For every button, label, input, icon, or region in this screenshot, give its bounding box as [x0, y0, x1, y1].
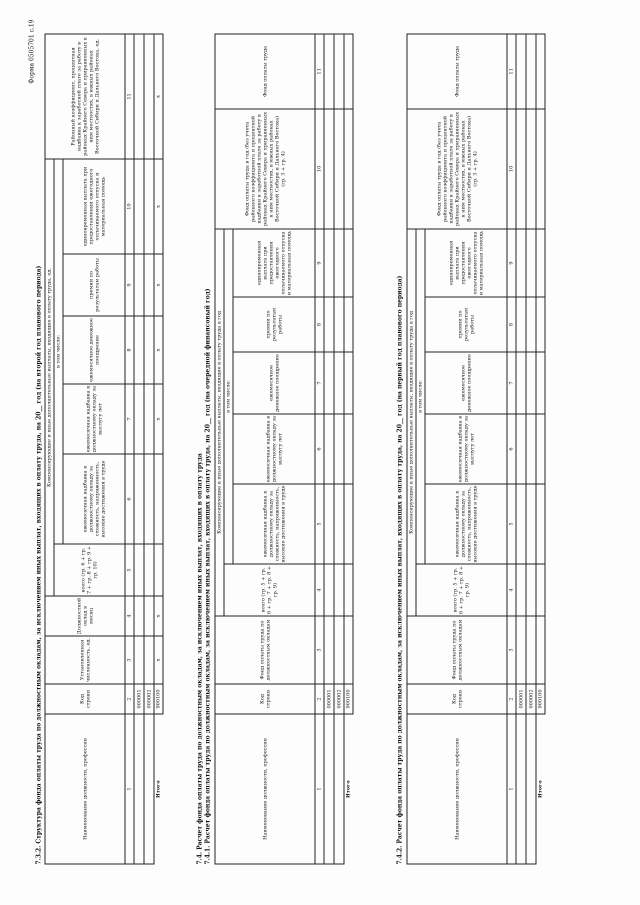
col-header-c6: ежемесячная надбавка к должностному окладу за сложность, напряженность, высокие достижения в труде — [63, 454, 125, 544]
cell[interactable] — [154, 454, 163, 544]
col-header-c10: Фонд оплаты труда в год (без учета районного коэффициента и процентной надбавки к заработной плате за работу в районах Крайнего Севера и приравненных к ним местностях, в южных районах Восточной Сибири и Дальнего Востока) (гр. 3 + гр. 4) — [215, 109, 315, 229]
col-header-incl: в том числе: — [416, 229, 425, 564]
col-header-c7: ежемесячная надбавка к должностному окладу за выслугу лет — [63, 384, 125, 454]
cell[interactable] — [144, 544, 154, 596]
cell[interactable] — [324, 109, 334, 229]
cell[interactable] — [526, 414, 536, 484]
cell[interactable] — [344, 484, 353, 564]
col-num: 10 — [315, 109, 324, 229]
rotated-sheet — [1, 0, 640, 905]
col-header-c5: ежемесячная надбавка к должностному окладу за сложность, напряженность, высокие достижения в труде — [233, 484, 315, 564]
cell[interactable] — [134, 384, 144, 454]
cell[interactable] — [134, 636, 144, 684]
table-7-3-2 — [45, 33, 164, 864]
col-num: 4 — [507, 564, 516, 616]
cell-name[interactable] — [526, 714, 536, 864]
cell[interactable] — [324, 564, 334, 616]
cell[interactable] — [536, 34, 545, 109]
col-num: 11 — [507, 34, 516, 109]
row-code: 000002 — [144, 684, 154, 714]
col-header-code: Код строки — [215, 684, 315, 714]
col-header-c6: ежемесячная надбавка к должностному окладу за выслугу лет — [233, 414, 315, 484]
col-header-incl: в том числе: — [54, 159, 63, 544]
col-num: 8 — [125, 316, 134, 384]
col-num: 5 — [315, 484, 324, 564]
row-code: 000001 — [516, 684, 526, 714]
cell[interactable] — [144, 636, 154, 684]
cell[interactable] — [324, 297, 334, 352]
cell[interactable] — [334, 297, 344, 352]
col-num: 5 — [125, 544, 134, 596]
itogo-row — [344, 34, 353, 864]
cell[interactable] — [526, 297, 536, 352]
cell[interactable] — [154, 544, 163, 596]
col-header-c10: Фонд оплаты труда в год (без учета районного коэффициента и процентной надбавки к заработной плате за работу в районах Крайнего Севера и приравненных к ним местностях, в южных районах Восточной Сибири и Дальнего Востока) (гр. 3 + гр. 4) — [407, 109, 507, 229]
col-num: 3 — [125, 636, 134, 684]
itogo-label: Итого — [345, 780, 352, 799]
col-num: 7 — [315, 352, 324, 414]
col-header-c8: ежемесячное денежное поощрение — [63, 316, 125, 384]
col-header-c7: ежемесячное денежное поощрение — [233, 352, 315, 414]
col-header-salary: Должностной оклад в месяц — [45, 596, 125, 636]
cell-name[interactable] — [516, 714, 526, 864]
cell[interactable] — [134, 34, 144, 159]
cell-name[interactable] — [144, 714, 154, 864]
cell[interactable] — [334, 34, 344, 109]
col-num: 7 — [507, 352, 516, 414]
cell[interactable] — [334, 484, 344, 564]
row-code: 000001 — [134, 684, 144, 714]
col-header-total: всего (гр. 6 + гр. 7 + гр. 8 + гр. 9 + гр. 10) — [54, 544, 125, 596]
table-row — [334, 34, 344, 864]
cell[interactable] — [344, 229, 353, 297]
col-header-group: Компенсирующие и иные дополнительные выплаты, входящие в оплату труда, ед. — [45, 159, 54, 596]
col-header-staff: Установленная численность, ед. — [45, 636, 125, 684]
cell[interactable] — [144, 159, 154, 254]
cell[interactable] — [334, 414, 344, 484]
col-num: 11 — [315, 34, 324, 109]
cell[interactable] — [536, 352, 545, 414]
cell[interactable] — [536, 564, 545, 616]
itogo-code: 900100 — [536, 684, 545, 714]
cell[interactable] — [516, 616, 526, 684]
col-header-c9: единовременная выплата при предоставлении ежегодного оплачиваемого отпуска и материальная помощь — [425, 229, 507, 297]
itogo-row — [154, 34, 163, 864]
col-header-name: Наименование должности, профессии — [45, 714, 125, 864]
cell-name[interactable] — [334, 714, 344, 864]
table-row — [144, 34, 154, 864]
section-7-3-2-title: 7.3.2. Структура фонда оплаты труда по должностным окладам, за исключением иных выплат, входящих в оплату труда, на 20__ год (на второй год планового периода) — [35, 265, 43, 865]
cell[interactable] — [334, 352, 344, 414]
col-num: 1 — [125, 714, 134, 864]
col-header-c5: ежемесячная надбавка к должностному окладу за сложность, напряженность, высокие достижения в труде — [425, 484, 507, 564]
cell[interactable] — [324, 414, 334, 484]
col-header-group: Компенсирующие и иные дополнительные выплаты, входящие в оплату труда в год — [215, 229, 224, 616]
cell[interactable] — [324, 352, 334, 414]
col-header-c7: ежемесячное денежное поощрение — [425, 352, 507, 414]
cell[interactable] — [334, 109, 344, 229]
col-num: 2 — [125, 684, 134, 714]
cell[interactable] — [134, 159, 144, 254]
col-num: 6 — [315, 414, 324, 484]
table-7-4-1 — [215, 33, 354, 864]
col-header-c9: единовременная выплата при предоставлении ежегодного оплачиваемого отпуска и материальная помощь — [233, 229, 315, 297]
cell[interactable] — [526, 34, 536, 109]
cell[interactable] — [324, 484, 334, 564]
col-header-code: Код строки — [45, 684, 125, 714]
col-num: 10 — [125, 159, 134, 254]
section-7-4-2-title: 7.4.2. Расчет фонда оплаты труда по должностным окладам, за исключением иных выплат, входящих в оплату труда, на 20__ год (на первый год планового периода) — [396, 275, 404, 865]
cell-name[interactable] — [324, 714, 334, 864]
col-num: 8 — [315, 297, 324, 352]
row-code: 000001 — [324, 684, 334, 714]
cell[interactable] — [344, 352, 353, 414]
col-num: 11 — [125, 34, 134, 159]
cell[interactable] — [516, 229, 526, 297]
cell[interactable] — [536, 109, 545, 229]
itogo-label: Итого — [155, 780, 162, 799]
col-num: 1 — [315, 714, 324, 864]
cell[interactable] — [144, 384, 154, 454]
cell[interactable] — [344, 564, 353, 616]
col-num: 3 — [315, 616, 324, 684]
cell[interactable] — [516, 352, 526, 414]
col-header-coef: Районный коэффициент, процентная надбавка к заработной плате за работу в районах Крайнего Севера и приравненных к ним местностях, в южных районах Восточной Сибири и Дальнего Востока, ед. — [45, 34, 125, 159]
cell[interactable] — [324, 229, 334, 297]
col-num: 6 — [507, 414, 516, 484]
col-num: 9 — [315, 229, 324, 297]
cell[interactable] — [144, 34, 154, 159]
col-num: 8 — [507, 297, 516, 352]
itogo-row — [536, 34, 545, 864]
row-code: 000002 — [526, 684, 536, 714]
col-header-group: Компенсирующие и иные дополнительные выплаты, входящие в оплату труда в год — [407, 229, 416, 616]
col-num: 5 — [507, 484, 516, 564]
cell[interactable] — [516, 34, 526, 109]
cell[interactable] — [344, 297, 353, 352]
cell[interactable] — [344, 109, 353, 229]
cell[interactable] — [536, 484, 545, 564]
itogo-code: 900100 — [154, 684, 163, 714]
cell[interactable] — [536, 414, 545, 484]
cell[interactable] — [144, 596, 154, 636]
cell[interactable] — [516, 297, 526, 352]
cell[interactable] — [344, 414, 353, 484]
cell[interactable] — [324, 616, 334, 684]
col-header-c8: премии по результатам работы — [425, 297, 507, 352]
col-num: 6 — [125, 454, 134, 544]
col-num: 4 — [315, 564, 324, 616]
cell[interactable] — [526, 616, 536, 684]
col-header-c10: единовременная выплата при предоставлении ежегодного оплачиваемого отпуска и материальная помощь — [63, 159, 125, 254]
cell-x: x — [154, 159, 163, 254]
col-num: 2 — [507, 684, 516, 714]
cell-x: x — [154, 34, 163, 159]
table-row — [526, 34, 536, 864]
cell[interactable] — [144, 254, 154, 316]
col-header-fund: Фонд оплаты труда по должностным окладам — [407, 616, 507, 684]
cell[interactable] — [526, 564, 536, 616]
table-row — [134, 34, 144, 864]
cell[interactable] — [334, 564, 344, 616]
table-row — [324, 34, 334, 864]
cell[interactable] — [536, 229, 545, 297]
itogo-label: Итого — [537, 780, 544, 799]
col-header-name: Наименование должности, профессии — [407, 714, 507, 864]
cell-name[interactable] — [134, 714, 144, 864]
section-7-4-title: 7.4. Расчет фонда оплаты труда по должностным окладам, за исключением иных выплат, входящих в оплату труда — [196, 453, 204, 865]
cell[interactable] — [334, 616, 344, 684]
col-header-total: всего (гр. 5 + гр. 6 + гр. 7 + гр. 8 + гр. 9) — [224, 564, 315, 616]
cell[interactable] — [324, 34, 334, 109]
col-header-total: всего (гр. 5 + гр. 6 + гр. 7 + гр. 8 + гр. 9) — [416, 564, 507, 616]
table-row — [516, 34, 526, 864]
form-code: Форма 0505701 с.19 — [28, 19, 36, 84]
col-header-c6: ежемесячная надбавка к должностному окладу за выслугу лет — [425, 414, 507, 484]
cell[interactable] — [526, 229, 536, 297]
col-header-c11: Фонд оплаты труда — [215, 34, 315, 109]
col-num: 3 — [507, 616, 516, 684]
cell[interactable] — [134, 544, 144, 596]
cell[interactable] — [516, 484, 526, 564]
cell-x: x — [154, 384, 163, 454]
cell[interactable] — [344, 34, 353, 109]
col-header-fund: Фонд оплаты труда по должностным окладам — [215, 616, 315, 684]
col-num: 4 — [125, 596, 134, 636]
cell[interactable] — [536, 297, 545, 352]
col-header-c9: премии по результатам работы — [63, 254, 125, 316]
col-num: 10 — [507, 109, 516, 229]
cell[interactable] — [516, 414, 526, 484]
cell[interactable] — [526, 109, 536, 229]
col-num: 1 — [507, 714, 516, 864]
cell[interactable] — [516, 564, 526, 616]
col-num: 7 — [125, 384, 134, 454]
cell[interactable] — [134, 316, 144, 384]
row-code: 000002 — [334, 684, 344, 714]
table-7-4-2 — [407, 33, 546, 864]
col-header-c8: премии по результатам работы — [233, 297, 315, 352]
col-num: 2 — [315, 684, 324, 714]
cell-x: x — [154, 316, 163, 384]
cell[interactable] — [334, 229, 344, 297]
cell[interactable] — [536, 616, 545, 684]
cell[interactable] — [134, 596, 144, 636]
cell[interactable] — [134, 254, 144, 316]
cell-x: x — [154, 596, 163, 636]
section-7-4-1-title: 7.4.1. Расчет фонда оплаты труда по должностным окладам, за исключением иных выплат, входящих в оплату труда, на 20__ год (на очередной финансовый год) — [204, 288, 212, 865]
col-num: 9 — [507, 229, 516, 297]
col-header-code: Код строки — [407, 684, 507, 714]
cell[interactable] — [516, 109, 526, 229]
cell-x: x — [154, 636, 163, 684]
cell[interactable] — [144, 316, 154, 384]
cell[interactable] — [134, 454, 144, 544]
cell[interactable] — [526, 352, 536, 414]
itogo-code: 900100 — [344, 684, 353, 714]
cell[interactable] — [144, 454, 154, 544]
cell[interactable] — [526, 484, 536, 564]
cell-x: x — [154, 254, 163, 316]
col-header-name: Наименование должности, профессии — [215, 714, 315, 864]
col-num: 9 — [125, 254, 134, 316]
col-header-c11: Фонд оплаты труда — [407, 34, 507, 109]
cell[interactable] — [344, 616, 353, 684]
col-header-incl: в том числе: — [224, 229, 233, 564]
